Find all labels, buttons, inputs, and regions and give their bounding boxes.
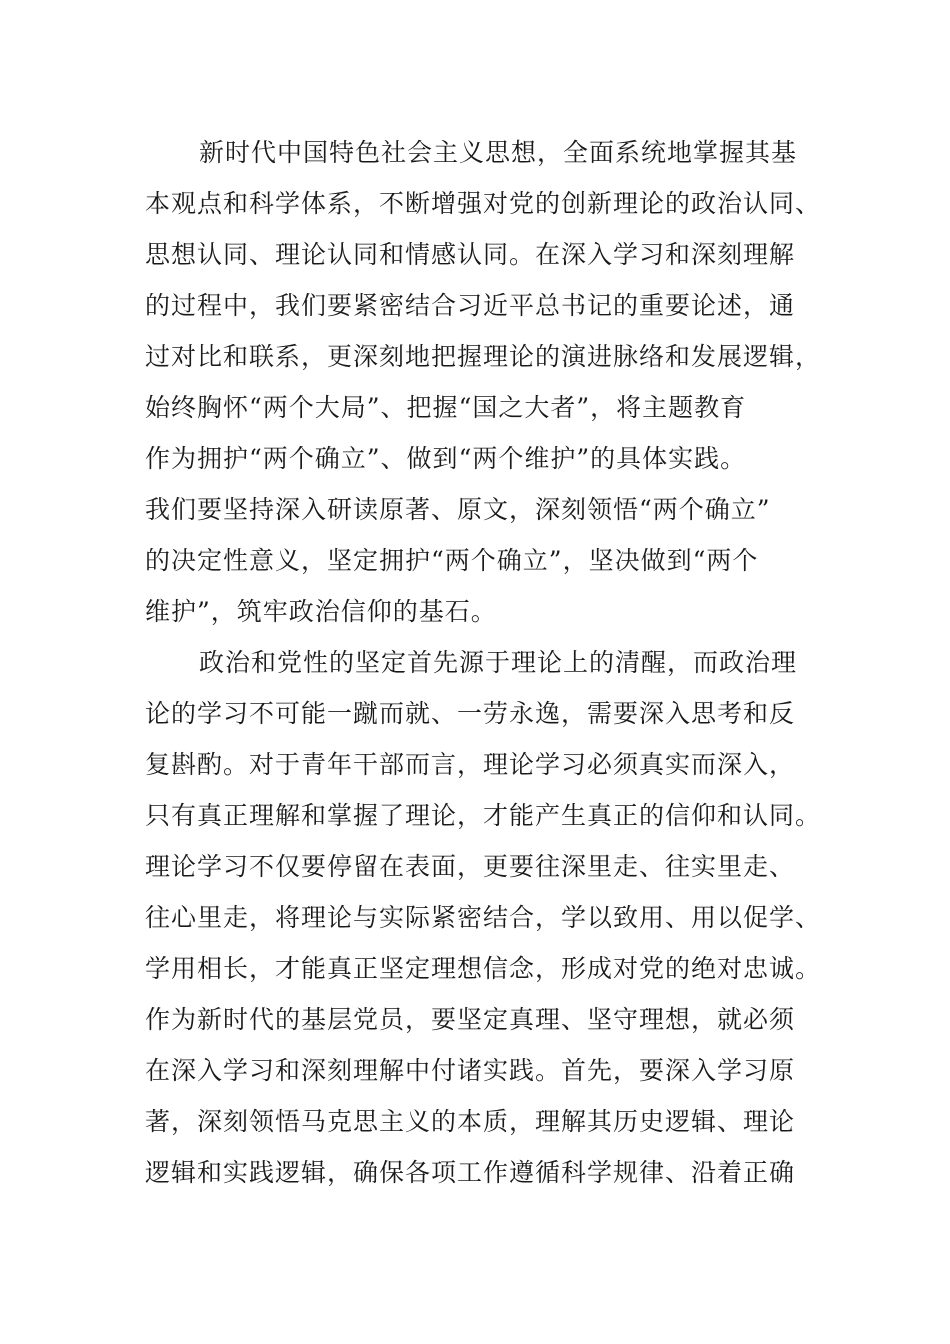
- text-line: 只有真正理解和掌握了理论，才能产生真正的信仰和认同。: [145, 801, 822, 830]
- text-line: 往心里走，将理论与实际紧密结合，学以致用、用以促学、: [145, 903, 822, 932]
- text-line: 政治和党性的坚定首先源于理论上的清醒，而政治理: [199, 648, 798, 677]
- text-line: 作为拥护“两个确立”、做到“两个维护”的具体实践。: [145, 444, 747, 473]
- text-line: 在深入学习和深刻理解中付诸实践。首先，要深入学习原: [145, 1056, 796, 1085]
- text-line: 学用相长，才能真正坚定理想信念，形成对党的绝对忠诚。: [145, 954, 822, 983]
- text-line: 我们要坚持深入研读原著、原文，深刻领悟“两个确立”: [145, 495, 771, 524]
- text-line: 论的学习不可能一蹴而就、一劳永逸，需要深入思考和反: [145, 699, 796, 728]
- text-line: 维护”，筑牢政治信仰的基石。: [145, 597, 497, 626]
- text-line: 的过程中，我们要紧密结合习近平总书记的重要论述，通: [145, 291, 796, 320]
- text-line: 新时代中国特色社会主义思想，全面系统地掌握其基: [199, 138, 798, 167]
- text-line: 始终胸怀“两个大局”、把握“国之大者”，将主题教育: [145, 393, 747, 422]
- text-line: 本观点和科学体系，不断增强对党的创新理论的政治认同、: [145, 189, 822, 218]
- text-line: 的决定性意义，坚定拥护“两个确立”，坚决做到“两个: [145, 546, 759, 575]
- text-line: 过对比和联系，更深刻地把握理论的演进脉络和发展逻辑，: [145, 342, 822, 371]
- text-line: 著，深刻领悟马克思主义的本质，理解其历史逻辑、理论: [145, 1107, 796, 1136]
- paragraph-2: [145, 637, 822, 1198]
- text-line: 作为新时代的基层党员，要坚定真理、坚守理想，就必须: [145, 1005, 796, 1034]
- text-line: 理论学习不仅要停留在表面，更要往深里走、往实里走、: [145, 852, 796, 881]
- paragraph-1: [145, 127, 822, 637]
- text-line: 逻辑和实践逻辑，确保各项工作遵循科学规律、沿着正确: [145, 1158, 796, 1187]
- document-body: [145, 127, 822, 1198]
- text-line: 复斟酌。对于青年干部而言，理论学习必须真实而深入，: [145, 750, 796, 779]
- text-line: 思想认同、理论认同和情感认同。在深入学习和深刻理解: [145, 240, 796, 269]
